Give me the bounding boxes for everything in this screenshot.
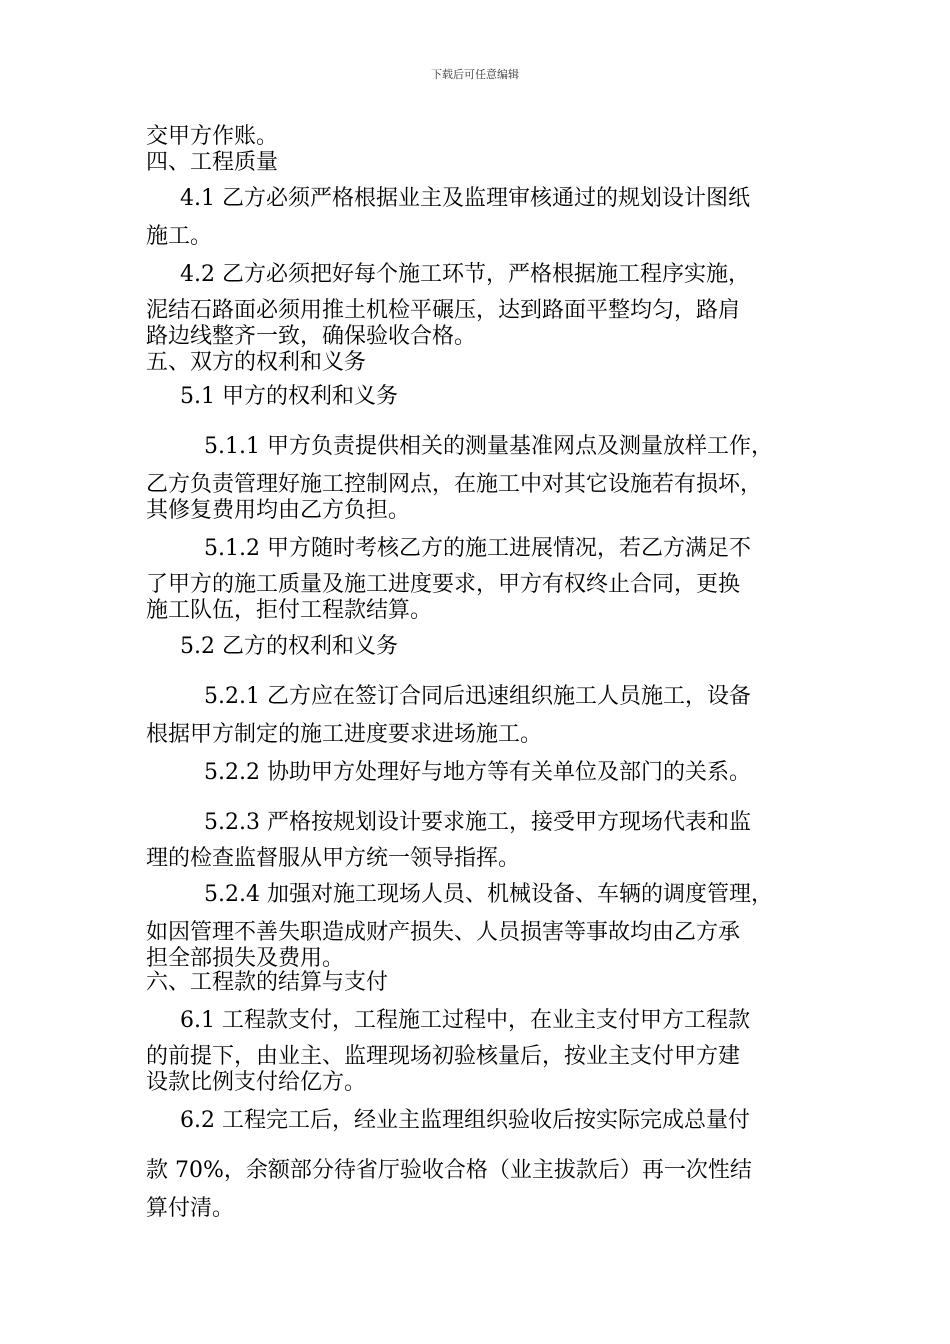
- section-heading: 四、工程质量: [146, 150, 279, 175]
- text-line: 6.2 工程完工后，经业主监理组织验收后按实际完成总量付: [180, 1108, 750, 1133]
- text-line: 款 70%，余额部分待省厅验收合格（业主拔款后）再一次性结: [146, 1158, 752, 1183]
- text-line: 其修复费用均由乙方负担。: [146, 498, 411, 523]
- text-line: 设款比例支付给亿方。: [146, 1070, 367, 1095]
- subsection-heading: 5.2 乙方的权利和义务: [180, 634, 398, 659]
- text-line: 6.1 工程款支付，工程施工过程中，在业主支付甲方工程款: [180, 1008, 750, 1033]
- text-line: 5.2.3 严格按规划设计要求施工，接受甲方现场代表和监: [204, 810, 751, 835]
- text-line: 5.2.2 协助甲方处理好与地方等有关单位及部门的关系。: [204, 760, 751, 785]
- text-line: 5.2.1 乙方应在签订合同后迅速组织施工人员施工，设备: [204, 684, 751, 709]
- text-line: 泥结石路面必须用推土机检平碾压，达到路面平整均匀，路肩: [146, 298, 741, 323]
- text-line: 了甲方的施工质量及施工进度要求，甲方有权终止合同，更换: [146, 572, 741, 597]
- text-line: 如因管理不善失职造成财产损失、人员损害等事故均由乙方承: [146, 920, 741, 945]
- text-line: 理的检查监督服从甲方统一领导指挥。: [146, 846, 521, 871]
- text-line: 路边线整齐一致，确保验收合格。: [146, 324, 477, 349]
- text-line: 5.1.1 甲方负责提供相关的测量基准网点及测量放样工作，: [204, 434, 773, 459]
- text-line: 5.2.4 加强对施工现场人员、机械设备、车辆的调度管理，: [204, 882, 773, 907]
- text-line: 施工队伍，拒付工程款结算。: [146, 598, 433, 623]
- text-line: 算付清。: [146, 1196, 235, 1221]
- section-heading: 六、工程款的结算与支付: [146, 970, 389, 995]
- section-heading: 五、双方的权利和义务: [146, 350, 367, 375]
- text-line: 4.2 乙方必须把好每个施工环节，严格根据施工程序实施，: [180, 262, 750, 287]
- text-line: 的前提下，由业主、监理现场初验核量后，按业主支付甲方建: [146, 1044, 741, 1069]
- text-line: 4.1 乙方必须严格根据业主及监理审核通过的规划设计图纸: [180, 186, 750, 211]
- text-line: 根据甲方制定的施工进度要求进场施工。: [146, 722, 543, 747]
- text-line: 5.1.2 甲方随时考核乙方的施工进展情况，若乙方满足不: [204, 536, 751, 561]
- text-line: 交甲方作账。: [146, 124, 279, 149]
- page-header: 下载后可任意编辑: [431, 68, 519, 81]
- text-line: 施工。: [146, 224, 213, 249]
- subsection-heading: 5.1 甲方的权利和义务: [180, 384, 398, 409]
- text-line: 担全部损失及费用。: [146, 946, 345, 971]
- text-line: 乙方负责管理好施工控制网点，在施工中对其它设施若有损坏，: [146, 472, 763, 497]
